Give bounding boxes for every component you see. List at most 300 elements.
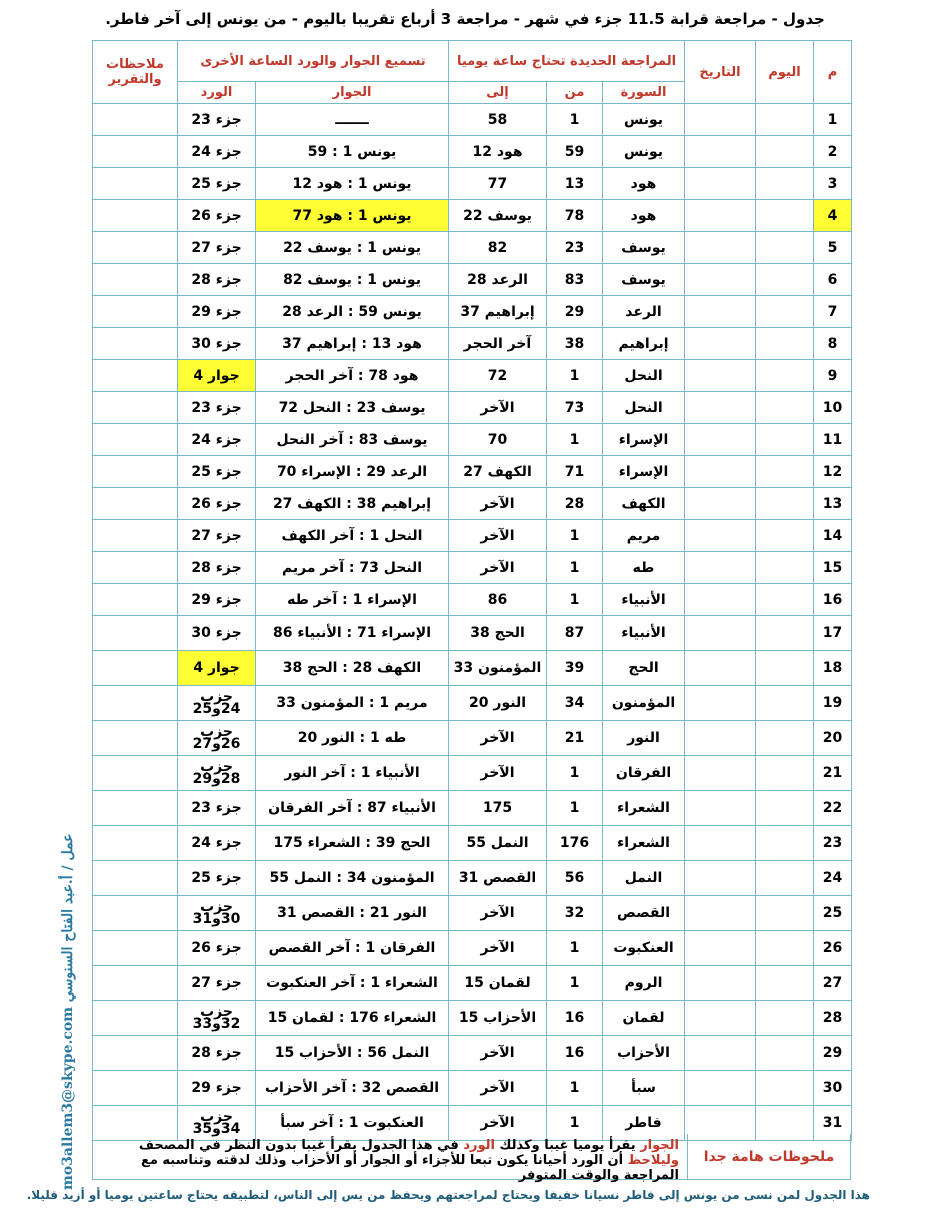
cell-num: 3 bbox=[814, 168, 852, 200]
cell-surah: الإسراء bbox=[603, 424, 685, 456]
cell-day bbox=[756, 520, 814, 552]
cell-num: 24 bbox=[814, 861, 852, 896]
cell-from: 28 bbox=[547, 488, 603, 520]
cell-to: الكهف 27 bbox=[449, 456, 547, 488]
cell-notes bbox=[93, 200, 178, 232]
cell-notes bbox=[93, 488, 178, 520]
cell-num: 10 bbox=[814, 392, 852, 424]
table-row bbox=[93, 264, 852, 296]
cell-from: 21 bbox=[547, 721, 603, 756]
cell-jiwar: الرعد 29 : الإسراء 70 bbox=[256, 456, 449, 488]
cell-surah: المؤمنون bbox=[603, 686, 685, 721]
cell-from: 1 bbox=[547, 360, 603, 392]
cell-wird: جزء 27 bbox=[178, 520, 256, 552]
cell-wird: جزء 26 bbox=[178, 931, 256, 966]
cell-notes bbox=[93, 360, 178, 392]
cell-date bbox=[685, 520, 756, 552]
col-from-header: من bbox=[547, 82, 603, 104]
cell-jiwar: يونس 1 : 59 bbox=[256, 136, 449, 168]
cell-date bbox=[685, 264, 756, 296]
cell-jiwar: يوسف 23 : النحل 72 bbox=[256, 392, 449, 424]
table-row bbox=[93, 1036, 852, 1071]
cell-notes bbox=[93, 686, 178, 721]
cell-notes bbox=[93, 651, 178, 686]
table-row bbox=[93, 931, 852, 966]
cell-num: 6 bbox=[814, 264, 852, 296]
cell-wird: حزب 30و31 bbox=[178, 896, 256, 931]
cell-wird: جزء 23 bbox=[178, 392, 256, 424]
notes-word-wird: الورد bbox=[463, 1138, 495, 1153]
cell-surah: يونس bbox=[603, 136, 685, 168]
cell-day bbox=[756, 168, 814, 200]
cell-num: 19 bbox=[814, 686, 852, 721]
cell-surah: الأنبياء bbox=[603, 584, 685, 616]
cell-to: الحج 38 bbox=[449, 616, 547, 651]
cell-date bbox=[685, 424, 756, 456]
cell-to: 58 bbox=[449, 104, 547, 136]
cell-from: 78 bbox=[547, 200, 603, 232]
cell-to: 86 bbox=[449, 584, 547, 616]
cell-wird: جزء 24 bbox=[178, 826, 256, 861]
cell-notes bbox=[93, 392, 178, 424]
cell-date bbox=[685, 360, 756, 392]
cell-notes bbox=[93, 168, 178, 200]
cell-notes bbox=[93, 721, 178, 756]
cell-to: لقمان 15 bbox=[449, 966, 547, 1001]
cell-from: 56 bbox=[547, 861, 603, 896]
table-row bbox=[93, 791, 852, 826]
cell-to: 82 bbox=[449, 232, 547, 264]
cell-wird: جوار 4 bbox=[178, 651, 256, 686]
cell-date bbox=[685, 1036, 756, 1071]
cell-jiwar: الإسراء 1 : آخر طه bbox=[256, 584, 449, 616]
cell-to: الآخر bbox=[449, 1106, 547, 1141]
cell-surah: مريم bbox=[603, 520, 685, 552]
cell-notes bbox=[93, 896, 178, 931]
cell-num: 13 bbox=[814, 488, 852, 520]
table-row bbox=[93, 651, 852, 686]
cell-from: 87 bbox=[547, 616, 603, 651]
cell-day bbox=[756, 296, 814, 328]
cell-to: الرعد 28 bbox=[449, 264, 547, 296]
cell-jiwar: النمل 56 : الأحزاب 15 bbox=[256, 1036, 449, 1071]
cell-wird: جزء 28 bbox=[178, 1036, 256, 1071]
cell-surah: الشعراء bbox=[603, 826, 685, 861]
cell-day bbox=[756, 756, 814, 791]
cell-from: 16 bbox=[547, 1001, 603, 1036]
cell-notes bbox=[93, 456, 178, 488]
cell-date bbox=[685, 168, 756, 200]
table-row bbox=[93, 232, 852, 264]
cell-num: 11 bbox=[814, 424, 852, 456]
cell-num: 1 bbox=[814, 104, 852, 136]
cell-num: 16 bbox=[814, 584, 852, 616]
cell-surah: إبراهيم bbox=[603, 328, 685, 360]
cell-wird: جوار 4 bbox=[178, 360, 256, 392]
cell-notes bbox=[93, 584, 178, 616]
cell-num: 27 bbox=[814, 966, 852, 1001]
cell-from: 13 bbox=[547, 168, 603, 200]
table-row bbox=[93, 520, 852, 552]
notes-word-note: وليلاحظ bbox=[627, 1153, 679, 1168]
cell-from: 176 bbox=[547, 826, 603, 861]
cell-day bbox=[756, 651, 814, 686]
cell-day bbox=[756, 791, 814, 826]
table-row bbox=[93, 424, 852, 456]
cell-num: 28 bbox=[814, 1001, 852, 1036]
col-jiwar-header: الجوار bbox=[256, 82, 449, 104]
cell-surah: طه bbox=[603, 552, 685, 584]
cell-num: 18 bbox=[814, 651, 852, 686]
notes-text-1: يقرأ يوميا غيبا وكذلك bbox=[495, 1138, 641, 1153]
cell-num: 23 bbox=[814, 826, 852, 861]
cell-from: 1 bbox=[547, 931, 603, 966]
cell-to: المؤمنون 33 bbox=[449, 651, 547, 686]
cell-notes bbox=[93, 861, 178, 896]
cell-notes bbox=[93, 232, 178, 264]
table-row bbox=[93, 328, 852, 360]
cell-date bbox=[685, 200, 756, 232]
cell-day bbox=[756, 721, 814, 756]
cell-notes bbox=[93, 136, 178, 168]
cell-num: 7 bbox=[814, 296, 852, 328]
cell-date bbox=[685, 931, 756, 966]
cell-wird: جزء 29 bbox=[178, 296, 256, 328]
cell-from: 71 bbox=[547, 456, 603, 488]
cell-from: 1 bbox=[547, 104, 603, 136]
cell-surah: فاطر bbox=[603, 1106, 685, 1141]
cell-surah: يونس bbox=[603, 104, 685, 136]
cell-date bbox=[685, 584, 756, 616]
cell-to: الآخر bbox=[449, 552, 547, 584]
cell-notes bbox=[93, 328, 178, 360]
cell-jiwar: هود 13 : إبراهيم 37 bbox=[256, 328, 449, 360]
cell-surah: الشعراء bbox=[603, 791, 685, 826]
col-date-header: التاريخ bbox=[685, 41, 756, 104]
cell-wird: حزب 24و25 bbox=[178, 686, 256, 721]
footer-note: هذا الجدول لمن نسى من يونس إلى فاطر نسيانا خفيفا ويحتاج لمراجعتهم ويحفظ من يس إلى الناس، لتطبيقه يحتاج ساعتين يوميا أو أزيد قليلا. bbox=[26, 1188, 870, 1202]
cell-day bbox=[756, 488, 814, 520]
table-body bbox=[93, 104, 852, 1141]
cell-day bbox=[756, 104, 814, 136]
cell-to: الآخر bbox=[449, 1071, 547, 1106]
col-wird-header: الورد bbox=[178, 82, 256, 104]
cell-wird: جزء 29 bbox=[178, 1071, 256, 1106]
cell-date bbox=[685, 456, 756, 488]
col-surah-header: السورة bbox=[603, 82, 685, 104]
cell-surah: الفرقان bbox=[603, 756, 685, 791]
cell-num: 26 bbox=[814, 931, 852, 966]
cell-day bbox=[756, 1036, 814, 1071]
cell-notes bbox=[93, 520, 178, 552]
cell-day bbox=[756, 686, 814, 721]
cell-day bbox=[756, 861, 814, 896]
cell-surah: الإسراء bbox=[603, 456, 685, 488]
cell-jiwar: يونس 59 : الرعد 28 bbox=[256, 296, 449, 328]
cell-from: 1 bbox=[547, 791, 603, 826]
cell-to: إبراهيم 37 bbox=[449, 296, 547, 328]
cell-date bbox=[685, 966, 756, 1001]
cell-from: 83 bbox=[547, 264, 603, 296]
cell-date bbox=[685, 392, 756, 424]
cell-to: الآخر bbox=[449, 931, 547, 966]
table-row bbox=[93, 826, 852, 861]
cell-wird: جزء 30 bbox=[178, 616, 256, 651]
cell-day bbox=[756, 456, 814, 488]
cell-date bbox=[685, 232, 756, 264]
table-row bbox=[93, 552, 852, 584]
cell-from: 16 bbox=[547, 1036, 603, 1071]
cell-day bbox=[756, 1071, 814, 1106]
cell-day bbox=[756, 966, 814, 1001]
cell-to: 70 bbox=[449, 424, 547, 456]
cell-date bbox=[685, 488, 756, 520]
cell-surah: سبأ bbox=[603, 1071, 685, 1106]
cell-to: الأحزاب 15 bbox=[449, 1001, 547, 1036]
cell-wird: جزء 23 bbox=[178, 104, 256, 136]
notes-text-2: في هذا الجدول يقرأ غيبا بدون النظر في المصحف bbox=[138, 1138, 464, 1153]
cell-date bbox=[685, 104, 756, 136]
cell-wird: جزء 26 bbox=[178, 200, 256, 232]
cell-jiwar: الأنبياء 1 : آخر النور bbox=[256, 756, 449, 791]
cell-to: النمل 55 bbox=[449, 826, 547, 861]
cell-num: 15 bbox=[814, 552, 852, 584]
cell-notes bbox=[93, 966, 178, 1001]
cell-date bbox=[685, 328, 756, 360]
cell-to: الآخر bbox=[449, 520, 547, 552]
cell-day bbox=[756, 826, 814, 861]
cell-wird: جزء 27 bbox=[178, 232, 256, 264]
cell-wird: جزء 27 bbox=[178, 966, 256, 1001]
table-row bbox=[93, 392, 852, 424]
cell-jiwar: النور 21 : القصص 31 bbox=[256, 896, 449, 931]
cell-wird: جزء 25 bbox=[178, 168, 256, 200]
cell-notes bbox=[93, 104, 178, 136]
cell-surah: الكهف bbox=[603, 488, 685, 520]
cell-to: النور 20 bbox=[449, 686, 547, 721]
cell-date bbox=[685, 616, 756, 651]
cell-notes bbox=[93, 552, 178, 584]
cell-to: 77 bbox=[449, 168, 547, 200]
cell-surah: لقمان bbox=[603, 1001, 685, 1036]
cell-jiwar: الحج 39 : الشعراء 175 bbox=[256, 826, 449, 861]
cell-jiwar: يونس 1 : يوسف 22 bbox=[256, 232, 449, 264]
cell-surah: النور bbox=[603, 721, 685, 756]
cell-jiwar: مريم 1 : المؤمنون 33 bbox=[256, 686, 449, 721]
cell-from: 73 bbox=[547, 392, 603, 424]
cell-jiwar: يوسف 83 : آخر النحل bbox=[256, 424, 449, 456]
cell-wird: جزء 25 bbox=[178, 456, 256, 488]
cell-num: 25 bbox=[814, 896, 852, 931]
cell-jiwar: العنكبوت 1 : آخر سبأ bbox=[256, 1106, 449, 1141]
notes-word-jiwar: الجوار bbox=[640, 1138, 679, 1153]
cell-notes bbox=[93, 1001, 178, 1036]
cell-notes bbox=[93, 1036, 178, 1071]
table-row bbox=[93, 966, 852, 1001]
cell-day bbox=[756, 424, 814, 456]
page-title: جدول - مراجعة قرابة 11.5 جزء في شهر - مراجعة 3 أرباع تقريبا باليوم - من يونس إلى آخر فاطر. bbox=[105, 10, 825, 28]
cell-from: 39 bbox=[547, 651, 603, 686]
cell-num: 30 bbox=[814, 1071, 852, 1106]
cell-date bbox=[685, 296, 756, 328]
cell-day bbox=[756, 136, 814, 168]
cell-num: 12 bbox=[814, 456, 852, 488]
table-row bbox=[93, 488, 852, 520]
cell-to: آخر الحجر bbox=[449, 328, 547, 360]
review-group-header: المراجعة الجديدة تحتاج ساعة يوميا bbox=[449, 41, 685, 82]
cell-notes bbox=[93, 296, 178, 328]
cell-date bbox=[685, 896, 756, 931]
review-table bbox=[92, 40, 852, 1141]
cell-to: الآخر bbox=[449, 756, 547, 791]
cell-date bbox=[685, 136, 756, 168]
cell-notes bbox=[93, 791, 178, 826]
cell-from: 1 bbox=[547, 1071, 603, 1106]
table-row bbox=[93, 296, 852, 328]
cell-jiwar: الأنبياء 87 : آخر الفرقان bbox=[256, 791, 449, 826]
cell-surah: الحج bbox=[603, 651, 685, 686]
notes-box bbox=[92, 1134, 851, 1183]
cell-surah: يوسف bbox=[603, 232, 685, 264]
cell-notes bbox=[93, 616, 178, 651]
cell-day bbox=[756, 200, 814, 232]
side-credit: mo3allem3@skype.com عمل / أ.عبد الفتاح السنوسي bbox=[60, 833, 76, 1190]
cell-to: 175 bbox=[449, 791, 547, 826]
cell-day bbox=[756, 232, 814, 264]
cell-jiwar: إبراهيم 38 : الكهف 27 bbox=[256, 488, 449, 520]
cell-wird: حزب 26و27 bbox=[178, 721, 256, 756]
cell-jiwar: النحل 1 : آخر الكهف bbox=[256, 520, 449, 552]
cell-num: 9 bbox=[814, 360, 852, 392]
cell-to: الآخر bbox=[449, 488, 547, 520]
cell-date bbox=[685, 791, 756, 826]
cell-wird: جزء 23 bbox=[178, 791, 256, 826]
table-row bbox=[93, 456, 852, 488]
cell-jiwar: يونس 1 : هود 12 bbox=[256, 168, 449, 200]
table-row bbox=[93, 896, 852, 931]
col-to-header: إلى bbox=[449, 82, 547, 104]
notes-text bbox=[93, 1134, 687, 1183]
listen-group-header: تسميع الجوار والورد الساعة الأخرى bbox=[178, 41, 449, 82]
cell-day bbox=[756, 392, 814, 424]
cell-to: هود 12 bbox=[449, 136, 547, 168]
cell-date bbox=[685, 1071, 756, 1106]
cell-to: الآخر bbox=[449, 1036, 547, 1071]
cell-jiwar: المؤمنون 34 : النمل 55 bbox=[256, 861, 449, 896]
cell-from: 1 bbox=[547, 552, 603, 584]
cell-num: 22 bbox=[814, 791, 852, 826]
cell-date bbox=[685, 686, 756, 721]
table-row bbox=[93, 104, 852, 136]
cell-from: 32 bbox=[547, 896, 603, 931]
table-row bbox=[93, 200, 852, 232]
table-row bbox=[93, 584, 852, 616]
cell-day bbox=[756, 616, 814, 651]
col-num-header: م bbox=[814, 41, 852, 104]
cell-from: 1 bbox=[547, 424, 603, 456]
cell-wird: جزء 24 bbox=[178, 424, 256, 456]
cell-notes bbox=[93, 264, 178, 296]
cell-num: 5 bbox=[814, 232, 852, 264]
cell-date bbox=[685, 1001, 756, 1036]
cell-from: 1 bbox=[547, 1106, 603, 1141]
cell-wird: حزب 32و33 bbox=[178, 1001, 256, 1036]
cell-from: 1 bbox=[547, 966, 603, 1001]
cell-date bbox=[685, 861, 756, 896]
cell-jiwar: هود 78 : آخر الحجر bbox=[256, 360, 449, 392]
cell-notes bbox=[93, 1071, 178, 1106]
cell-surah: الأحزاب bbox=[603, 1036, 685, 1071]
cell-wird: جزء 25 bbox=[178, 861, 256, 896]
cell-jiwar: يونس 1 : يوسف 82 bbox=[256, 264, 449, 296]
cell-to: الآخر bbox=[449, 721, 547, 756]
cell-day bbox=[756, 896, 814, 931]
table-row bbox=[93, 756, 852, 791]
cell-notes bbox=[93, 756, 178, 791]
table-row bbox=[93, 136, 852, 168]
cell-surah: الأنبياء bbox=[603, 616, 685, 651]
cell-num: 29 bbox=[814, 1036, 852, 1071]
table-row bbox=[93, 168, 852, 200]
col-day-header: اليوم bbox=[756, 41, 814, 104]
cell-day bbox=[756, 584, 814, 616]
cell-wird: جزء 26 bbox=[178, 488, 256, 520]
cell-jiwar: يونس 1 : هود 77 bbox=[256, 200, 449, 232]
cell-wird: حزب 34و35 bbox=[178, 1106, 256, 1141]
cell-num: 4 bbox=[814, 200, 852, 232]
cell-wird: حزب 28و29 bbox=[178, 756, 256, 791]
cell-date bbox=[685, 651, 756, 686]
cell-day bbox=[756, 328, 814, 360]
cell-num: 14 bbox=[814, 520, 852, 552]
notes-header: ملاحظات والتقرير bbox=[93, 41, 178, 104]
cell-date bbox=[685, 721, 756, 756]
cell-surah: القصص bbox=[603, 896, 685, 931]
cell-jiwar: الشعراء 1 : آخر العنكبوت bbox=[256, 966, 449, 1001]
cell-surah: النحل bbox=[603, 360, 685, 392]
cell-from: 1 bbox=[547, 584, 603, 616]
cell-date bbox=[685, 826, 756, 861]
cell-from: 34 bbox=[547, 686, 603, 721]
cell-surah: هود bbox=[603, 200, 685, 232]
table-row bbox=[93, 861, 852, 896]
cell-from: 23 bbox=[547, 232, 603, 264]
cell-from: 38 bbox=[547, 328, 603, 360]
notes-label: ملحوظات هامة جدا bbox=[687, 1134, 850, 1179]
cell-jiwar: الشعراء 176 : لقمان 15 bbox=[256, 1001, 449, 1036]
cell-date bbox=[685, 756, 756, 791]
cell-surah: النمل bbox=[603, 861, 685, 896]
cell-notes bbox=[93, 424, 178, 456]
cell-jiwar: القصص 32 : آخر الأحزاب bbox=[256, 1071, 449, 1106]
table-row bbox=[93, 360, 852, 392]
cell-day bbox=[756, 1001, 814, 1036]
notes-text-3: أن الورد أحيانا يكون تبعا للأجزاء أو الجوار أو الأحزاب وذلك لدقته وتناسبه مع المراجعة والوقت المتوفر bbox=[140, 1153, 679, 1183]
cell-jiwar: ـــــــ bbox=[256, 104, 449, 136]
cell-surah: النحل bbox=[603, 392, 685, 424]
cell-to: 72 bbox=[449, 360, 547, 392]
cell-notes bbox=[93, 931, 178, 966]
cell-from: 1 bbox=[547, 756, 603, 791]
cell-from: 29 bbox=[547, 296, 603, 328]
cell-to: الآخر bbox=[449, 392, 547, 424]
cell-from: 59 bbox=[547, 136, 603, 168]
table-row bbox=[93, 721, 852, 756]
cell-num: 2 bbox=[814, 136, 852, 168]
cell-surah: يوسف bbox=[603, 264, 685, 296]
cell-date bbox=[685, 552, 756, 584]
table-row bbox=[93, 616, 852, 651]
